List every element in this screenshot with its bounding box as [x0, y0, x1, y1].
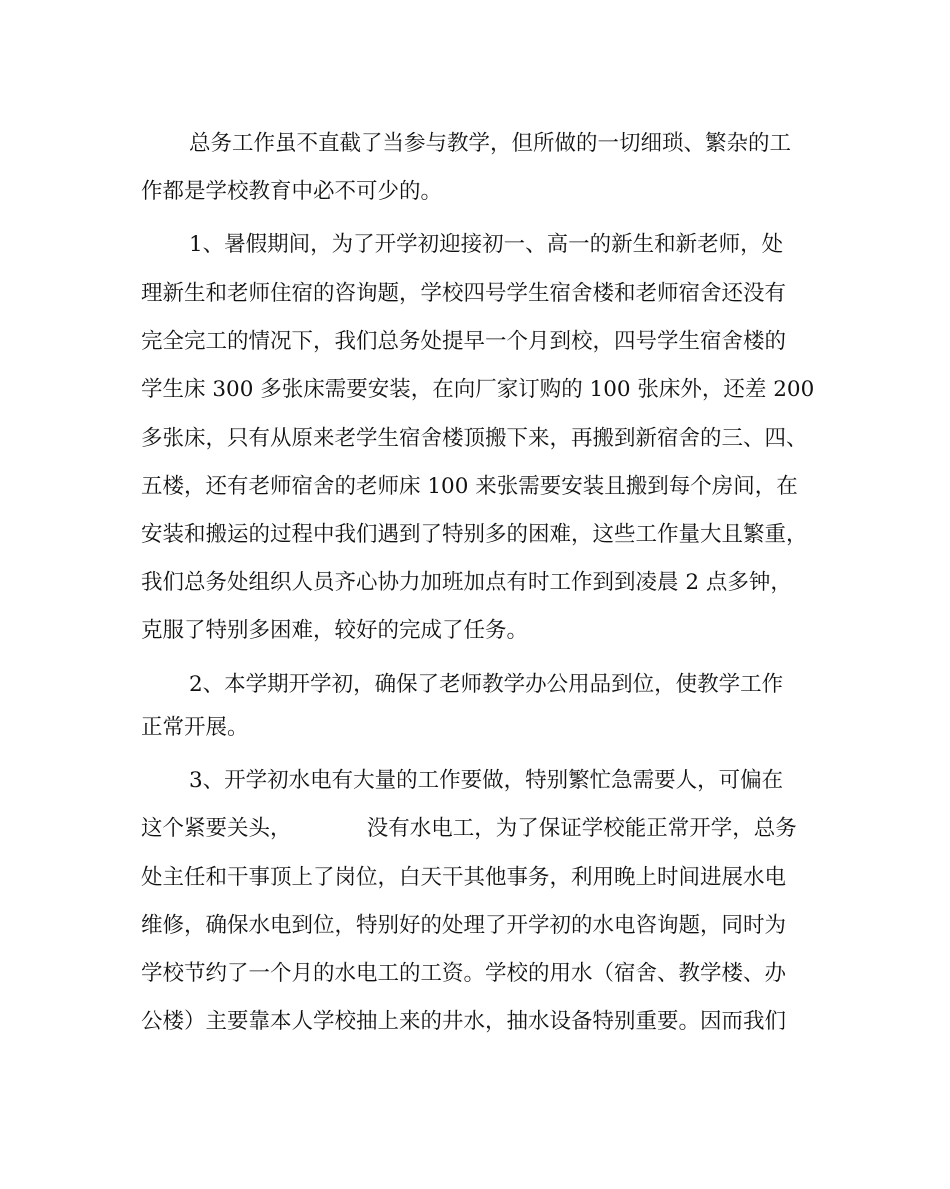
paragraph-item-3-line-1: 3、开学初水电有大量的工作要做，特别繁忙急需要人，可偏在	[189, 768, 784, 793]
paragraph-item-1-line-2: 理新生和老师住宿的咨询题，学校四号学生宿舍楼和老师宿舍还没有	[141, 281, 787, 306]
paragraph-item-1-line-8: 我们总务处组织人员齐心协力加班加点有时工作到到凌晨 2 点多钟，	[141, 570, 792, 595]
paragraph-item-1-line-4: 学生床 300 多张床需要安装，在向厂家订购的 100 张床外，还差 200	[141, 377, 815, 402]
paragraph-item-1-line-5: 多张床，只有从原来老学生宿舍楼顶搬下来，再搬到新宿舍的三、四、	[141, 426, 808, 451]
paragraph-item-1-line-6: 五楼，还有老师宿舍的老师床 100 来张需要安装且搬到每个房间，在	[141, 474, 798, 499]
paragraph-item-3-line-3: 处主任和干事顶上了岗位，白天干其他事务，利用晚上时间进展水电	[141, 865, 787, 890]
paragraph-item-3-line-4: 维修，确保水电到位，特别好的处理了开学初的水电咨询题，同时为	[141, 913, 787, 938]
paragraph-item-1-line-1: 1、暑假期间，为了开学初迎接初一、高一的新生和新老师，处	[189, 232, 784, 257]
paragraph-item-3-line-2: 这个紧要关头， 没有水电工，为了保证学校能正常开学，总务	[141, 816, 797, 841]
paragraph-item-2-line-2: 正常开展。	[141, 715, 249, 740]
paragraph-intro-line-1: 总务工作虽不直截了当参与教学，但所做的一切细琐、繁杂的工	[189, 131, 792, 156]
paragraph-item-3-line-5: 学校节约了一个月的水电工的工资。学校的用水（宿舍、教学楼、办	[141, 961, 787, 986]
paragraph-item-1-line-7: 安装和搬运的过程中我们遇到了特别多的困难，这些工作量大且繁重，	[141, 522, 808, 547]
paragraph-item-1-line-3: 完全完工的情况下，我们总务处提早一个月到校，四号学生宿舍楼的	[141, 329, 787, 354]
paragraph-item-2-line-1: 2、本学期开学初，确保了老师教学办公用品到位，使教学工作	[189, 672, 784, 697]
paragraph-item-3-line-6: 公楼）主要靠本人学校抽上来的井水，抽水设备特别重要。因而我们	[141, 1009, 787, 1034]
paragraph-intro-line-2: 作都是学校教育中必不可少的。	[141, 179, 443, 204]
paragraph-item-1-line-9: 克服了特别多困难，较好的完成了任务。	[141, 618, 529, 643]
